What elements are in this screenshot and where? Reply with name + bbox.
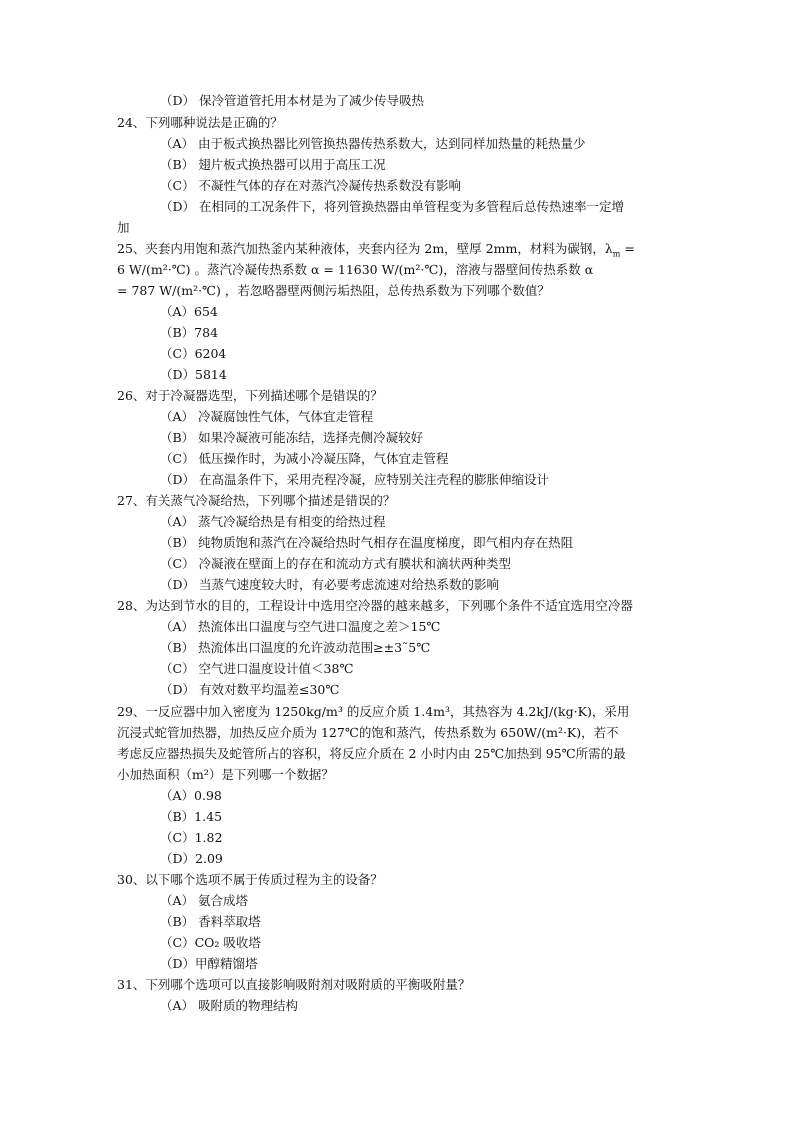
q30-option-d: （D）甲醇精馏塔 bbox=[160, 956, 258, 971]
q23-option-d: （D） 保冷管道管托用本材是为了减少传导吸热 bbox=[160, 93, 424, 108]
q30-stem: 30、以下哪个选项不属于传质过程为主的设备？ bbox=[117, 872, 383, 887]
q27-option-d: （D） 当蒸气速度较大时，有必要考虑流速对给热系数的影响 bbox=[160, 577, 499, 592]
q28-option-c: （C） 空气进口温度设计值＜38℃ bbox=[160, 661, 354, 676]
q24-option-d: （D） 在相同的工况条件下，将列管换热器由单管程变为多管程后总传热速率一定增 bbox=[160, 199, 624, 214]
q26-stem: 26、对于冷凝器选型，下列描述哪个是错误的？ bbox=[117, 388, 383, 403]
q24-stem-continuation: 加 bbox=[117, 220, 130, 235]
q27-option-a: （A） 蒸气冷凝给热是有相变的给热过程 bbox=[160, 514, 386, 529]
q26-option-c: （C） 低压操作时，为减小冷凝压降，气体宜走管程 bbox=[160, 451, 449, 466]
q29-option-c: （C）1.82 bbox=[160, 830, 223, 845]
q26-option-b: （B） 如果冷凝液可能冻结，选择壳侧冷凝较好 bbox=[160, 430, 424, 445]
q25-option-b: （B）784 bbox=[160, 325, 219, 340]
q24-stem: 24、下列哪种说法是正确的？ bbox=[117, 115, 283, 130]
q27-option-b: （B） 纯物质饱和蒸汽在冷凝给热时气相存在温度梯度，即气相内存在热阻 bbox=[160, 535, 574, 550]
q27-stem: 27、有关蒸气冷凝给热，下列哪个描述是错误的？ bbox=[117, 493, 396, 508]
lambda-equals: = bbox=[620, 241, 635, 256]
q29-option-d: （D）2.09 bbox=[160, 851, 223, 866]
q28-option-b: （B） 热流体出口温度的允许波动范围≥±3˜5℃ bbox=[160, 640, 431, 655]
q25-stem-line-2: 6 W/(m²·℃) 。蒸汽冷凝传热系数 α = 11630 W/(m²·℃)，溶液与器壁间传热系数 α bbox=[117, 262, 594, 277]
q29-option-b: （B）1.45 bbox=[160, 809, 223, 824]
q29-stem-line-2: 沉浸式蛇管加热器，加热反应介质为 127℃的饱和蒸汽，传热系数为 650W/(m²·K)，若不 bbox=[117, 725, 619, 740]
q25-option-a: （A）654 bbox=[160, 304, 218, 319]
q27-option-c: （C） 冷凝液在壁面上的存在和流动方式有膜状和滴状两种类型 bbox=[160, 556, 512, 571]
q26-option-d: （D） 在高温条件下，采用壳程冷凝，应特别关注壳程的膨胀伸缩设计 bbox=[160, 472, 549, 487]
lambda-subscript: m bbox=[612, 249, 621, 259]
q25-stem-line-1-text: 25、夹套内用饱和蒸汽加热釜内某种液体，夹套内径为 2m，壁厚 2mm，材料为碳钢，λ bbox=[117, 241, 613, 256]
q24-option-b: （B） 翅片板式换热器可以用于高压工况 bbox=[160, 157, 386, 172]
q30-option-a: （A） 氨合成塔 bbox=[160, 893, 249, 908]
q25-option-c: （C）6204 bbox=[160, 346, 227, 361]
q24-option-a: （A） 由于板式换热器比列管换热器传热系数大，达到同样加热量的耗热量少 bbox=[160, 136, 586, 151]
q28-option-d: （D） 有效对数平均温差≤30℃ bbox=[160, 682, 340, 697]
q29-stem-line-1: 29、一反应器中加入密度为 1250kg/m³ 的反应介质 1.4m³，其热容为 4.2kJ/(kg·K)，采用 bbox=[117, 704, 630, 719]
q29-option-a: （A）0.98 bbox=[160, 788, 222, 803]
q30-option-b: （B） 香料萃取塔 bbox=[160, 914, 261, 929]
q31-stem: 31、下列哪个选项可以直接影响吸附剂对吸附质的平衡吸附量？ bbox=[117, 977, 471, 992]
q28-stem: 28、为达到节水的目的，工程设计中选用空冷器的越来越多，下列哪个条件不适宜选用空冷器 bbox=[117, 598, 633, 613]
q29-stem-line-3: 考虑反应器热损失及蛇管所占的容积，将反应介质在 2 小时内由 25℃加热到 95℃所需的最 bbox=[117, 746, 626, 761]
q28-option-a: （A） 热流体出口温度与空气进口温度之差＞15℃ bbox=[160, 619, 441, 634]
q25-option-d: （D）5814 bbox=[160, 367, 227, 382]
q26-option-a: （A） 冷凝腐蚀性气体，气体宜走管程 bbox=[160, 409, 374, 424]
q25-stem-line-1 bbox=[117, 241, 635, 257]
q29-stem-line-4: 小加热面积（m²）是下列哪一个数据？ bbox=[117, 767, 334, 782]
q31-option-a: （A） 吸附质的物理结构 bbox=[160, 998, 299, 1013]
q25-stem-line-3: = 787 W/(m²·℃) ，若忽略器壁两侧污垢热阻，总传热系数为下列哪个数值？ bbox=[117, 283, 550, 298]
q24-option-c: （C） 不凝性气体的存在对蒸汽冷凝传热系数没有影响 bbox=[160, 178, 462, 193]
q30-option-c: （C）CO₂ 吸收塔 bbox=[160, 935, 261, 950]
